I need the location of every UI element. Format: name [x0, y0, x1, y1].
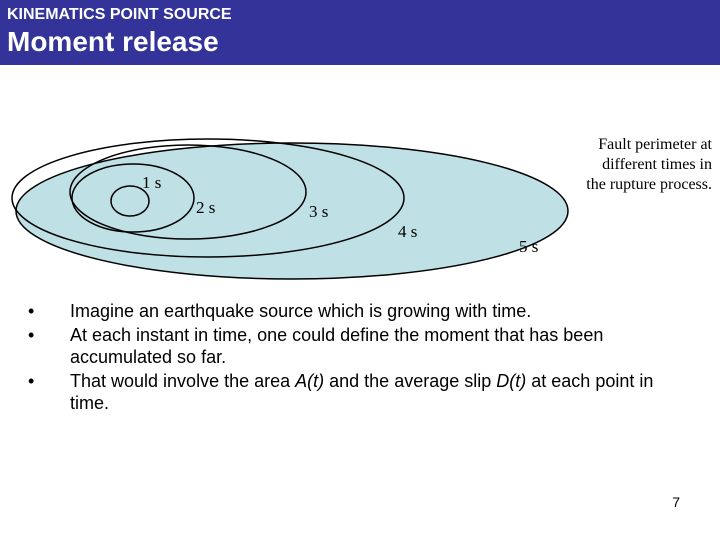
bullet-marker: •	[28, 371, 35, 391]
bullet-text: Imagine an earthquake source which is growing with time.	[70, 301, 532, 321]
rupture-diagram	[0, 65, 720, 295]
bullet-marker: •	[28, 301, 35, 321]
slip-term: D(t)	[496, 371, 527, 391]
fault-perimeter-5s	[16, 143, 568, 279]
time-label-1s: 1 s	[142, 173, 162, 192]
slide-title: Moment release	[7, 26, 219, 57]
title-bar	[0, 0, 720, 65]
bullet-text: At each instant in time, one could define the moment that has been accumulated so far.	[70, 325, 604, 367]
slide-subtitle: KINEMATICS POINT SOURCE	[7, 6, 232, 23]
time-label-5s: 5 s	[519, 237, 539, 256]
page-number: 7	[672, 494, 680, 510]
annotation-line: Fault perimeter at	[598, 136, 712, 153]
bullet-list	[28, 300, 688, 416]
bullet-item	[28, 300, 688, 322]
annotation-line: different times in	[602, 156, 712, 173]
time-label-3s: 3 s	[309, 202, 329, 221]
bullet-text-post: at each point in time.	[70, 371, 654, 413]
time-label-4s: 4 s	[398, 222, 418, 241]
bullet-item	[28, 324, 688, 368]
bullet-item	[28, 370, 688, 414]
bullet-marker: •	[28, 325, 35, 345]
bullet-text-mid: and the average slip	[324, 371, 497, 391]
time-label-2s: 2 s	[196, 198, 216, 217]
fault-perimeter-annotation	[552, 135, 712, 195]
bullet-text-pre: That would involve the area	[70, 371, 296, 391]
annotation-line: the rupture process.	[586, 176, 712, 193]
area-term: A(t)	[295, 371, 325, 391]
